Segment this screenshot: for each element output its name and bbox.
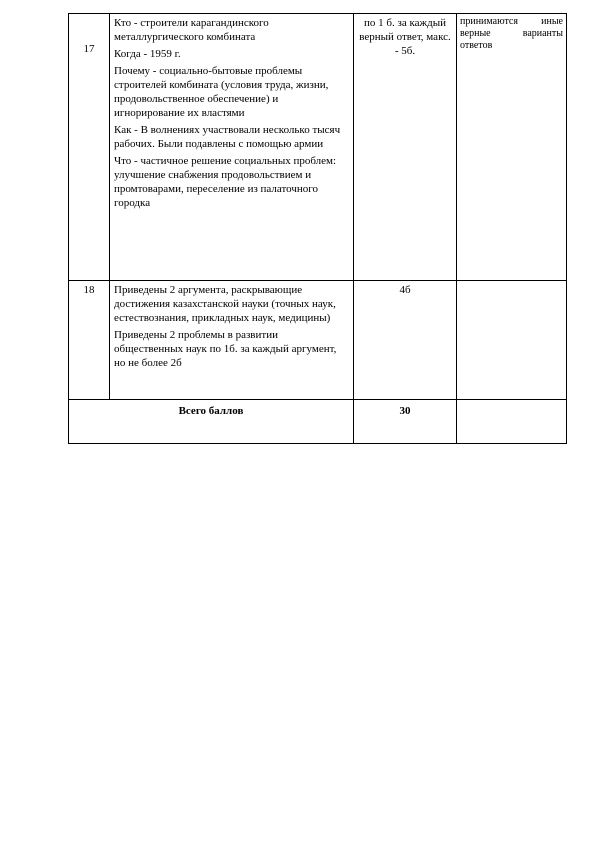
description-paragraph: Как - В волнениях участвовали несколько тысяч рабочих. Были подавлены с помощью армии: [114, 124, 341, 150]
note-line: [460, 16, 563, 28]
description-paragraph: Когда - 1959 г.: [114, 48, 181, 60]
description-paragraph: Приведены 2 аргумента, раскрывающие достижения казахстанской науки (точных наук, естествознания, прикладных наук, медицины): [114, 284, 336, 324]
description-paragraph: Приведены 2 проблемы в развитии общественных наук по 1б. за каждый аргумент, но не более 2б: [114, 329, 337, 369]
note-word: верные: [460, 28, 491, 39]
row-number-cell: 18: [69, 281, 110, 400]
total-note-cell: [457, 400, 567, 444]
row-score-cell: по 1 б. за каждый верный ответ, макс. - 5б.: [354, 14, 457, 281]
total-label: Всего баллов: [69, 400, 354, 444]
table-row: [69, 281, 567, 400]
row-score-cell: 4б: [354, 281, 457, 400]
row-number-cell: 17: [69, 14, 110, 281]
note-word: принимаются: [460, 16, 518, 27]
note-word: иные: [541, 16, 563, 27]
table-row: [69, 14, 567, 281]
row-note-cell: [457, 14, 567, 281]
description-paragraph: Кто - строители карагандинского металлургического комбината: [114, 17, 269, 43]
note-word: варианты: [522, 28, 563, 39]
total-row: [69, 400, 567, 444]
scoring-table: [68, 13, 567, 444]
description-paragraph: Почему - социально-бытовые проблемы строителей комбината (условия труда, жизни, продовольственное обеспечение) и игнорирование их властями: [114, 65, 329, 119]
row-note-cell: [457, 281, 567, 400]
row-description-cell: [110, 281, 354, 400]
note-word: ответов: [460, 40, 493, 51]
row-description-cell: [110, 14, 354, 281]
note-line: [460, 28, 563, 40]
total-value: 30: [354, 400, 457, 444]
description-paragraph: Что - частичное решение социальных проблем: улучшение снабжения продовольствием и промтоварами, переселение из палаточного городка: [114, 155, 337, 209]
